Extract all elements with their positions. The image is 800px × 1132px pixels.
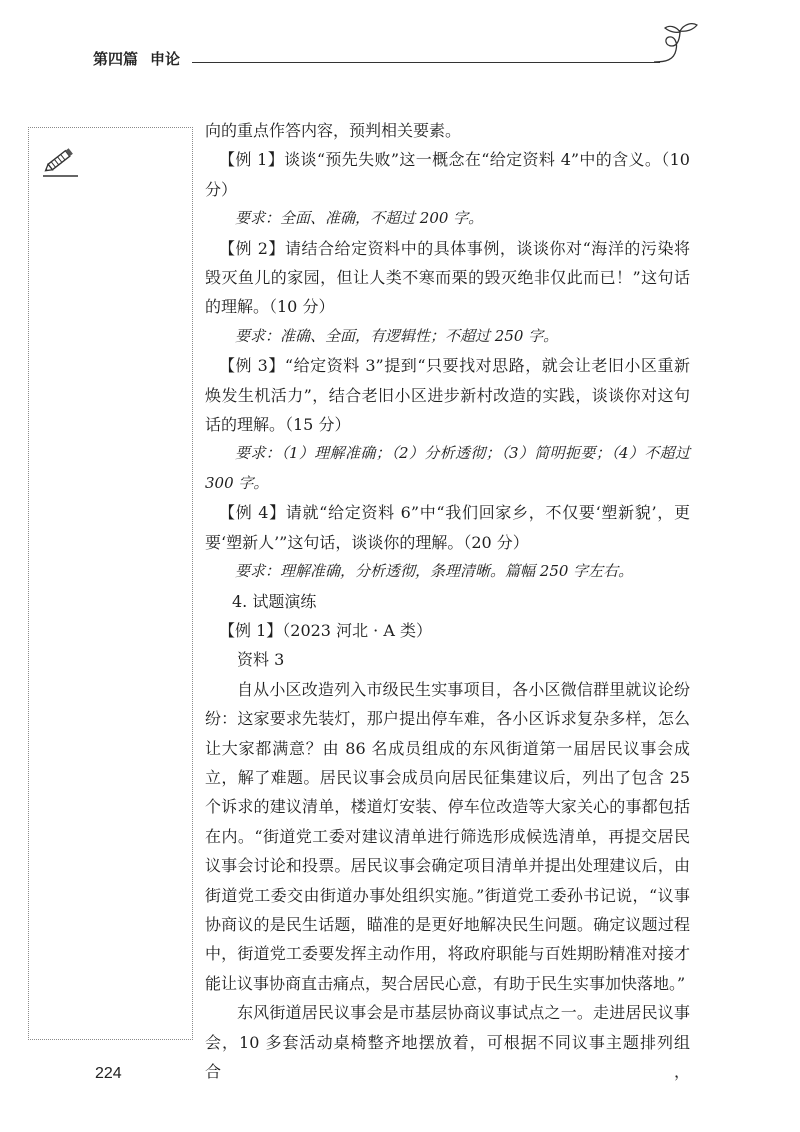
page-number: 224 — [95, 1065, 122, 1082]
section-heading: 4. 试题演练 — [232, 591, 317, 611]
header-section-title: 申论 — [150, 50, 181, 68]
material-paragraph: 自从小区改造列入市级民生实事项目，各小区微信群里就议论纷纷：这家要求先装灯，那户提出停车难，各小区诉求复杂多样，怎么让大家都满意？由 86 名成员组成的东风街道第一届居民议事会成立，解了难题。居民议事会成员向居民征集建议后，列出了包含 25 个诉求的建议清单，楼道灯安装、停车位改造等大家关心的事都包括在内。“街道党工委对建议清单进行筛选形成候选清单，再提交居民议事会讨论和投票。居民议事会确定项目清单并提出处理建议后，由街道党工委交由街道办事处组织实施。”街道党工委孙书记说，“议事协商议的是民生话题，瞄准的是更好地解决民生问题。确定议题过程中，街道党工委要发挥主动作用，将政府职能与百姓期盼精准对接才能让议事协商直击痛点，契合居民心意，有助于民生实事加快落地。” — [205, 679, 690, 993]
example-1-question: 【例 1】谈谈“预先失败”这一概念在“给定资料 4”中的含义。（10 分） — [205, 150, 690, 199]
example-2-question: 【例 2】请结合给定资料中的具体事例，谈谈你对“海洋的污染将毁灭鱼儿的家园，但让人类不寒而栗的毁灭绝非仅此而已！”这句话的理解。（10 分） — [205, 238, 690, 317]
material-paragraph: 东风街道居民议事会是市基层协商议事试点之一。走进居民议事会，10 多套活动桌椅整齐地摆放着，可根据不同议事主题排列组合， — [205, 1003, 690, 1081]
example-4-requirement: 要求：理解准确，分析透彻，条理清晰。篇幅 250 字左右。 — [235, 562, 634, 581]
header-rule — [192, 62, 660, 63]
practice-example-label: 【例 1】（2023 河北 · A 类） — [219, 620, 432, 640]
main-text-column — [205, 116, 690, 1086]
example-3-question: 【例 3】“给定资料 3”提到“只要找对思路，就会让老旧小区重新焕发生机活力”，结合老旧小区进步新村改造的实践，谈谈你对这句话的理解。（15 分） — [205, 356, 690, 435]
pencil-icon — [40, 142, 80, 180]
intro-continuation: 向的重点作答内容，预判相关要素。 — [205, 121, 462, 140]
example-1-requirement: 要求：全面、准确，不超过 200 字。 — [235, 209, 484, 228]
header-part-label: 第四篇 — [93, 50, 139, 68]
notes-margin-box — [28, 127, 193, 1040]
material-label: 资料 3 — [237, 650, 285, 670]
sprout-icon — [652, 20, 702, 66]
example-3-requirement: 要求：（1）理解准确；（2）分析透彻；（3）简明扼要；（4）不超过 300 字。 — [205, 444, 690, 492]
example-4-question: 【例 4】请就“给定资料 6”中“我们回家乡，不仅要‘塑新貌’，更要‘塑新人’”这句话，谈谈你的理解。（20 分） — [205, 503, 690, 552]
example-2-requirement: 要求：准确、全面，有逻辑性；不超过 250 字。 — [235, 326, 559, 345]
